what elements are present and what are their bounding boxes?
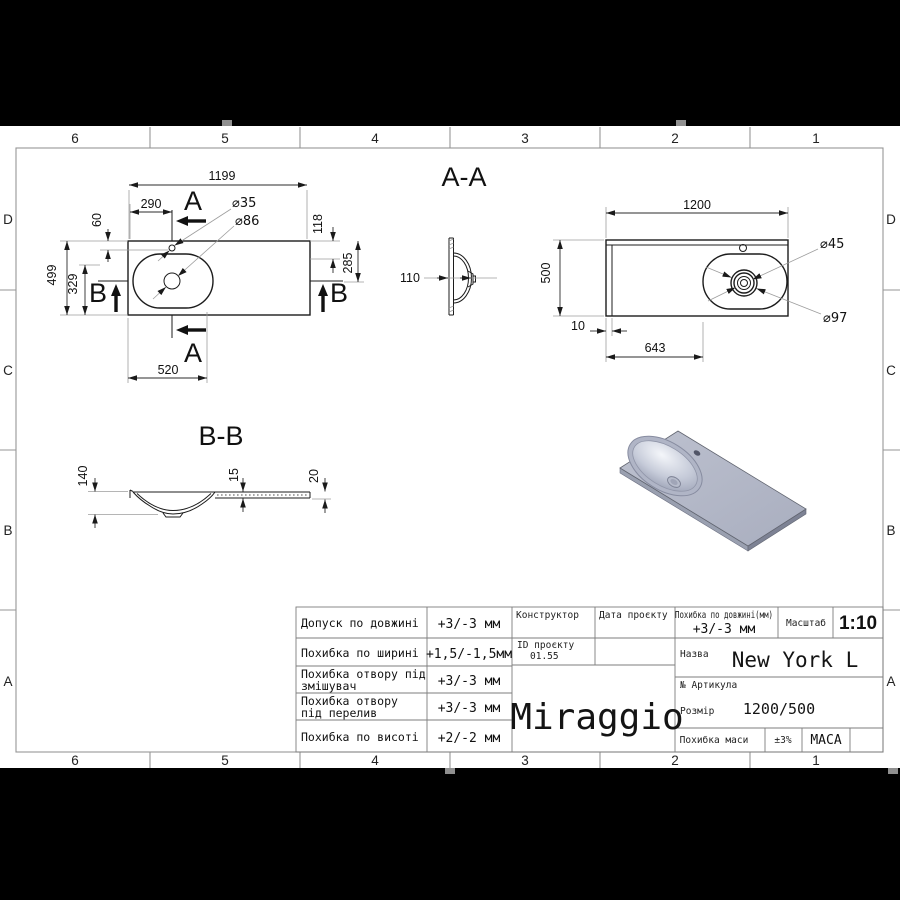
zone-row: D <box>886 212 896 227</box>
size-value: 1200/500 <box>742 700 816 718</box>
zone-col: 3 <box>521 753 529 768</box>
mass-tolerance-value: ±3% <box>774 735 792 746</box>
zone-col: 6 <box>71 131 79 146</box>
scale-value: 1:10 <box>838 613 878 634</box>
dim-1200: 1200 <box>683 198 711 212</box>
zone-col: 1 <box>812 131 820 146</box>
tol-label: Допуск по довжині <box>301 616 419 630</box>
bowl-outline <box>703 254 787 309</box>
zone-columns-top <box>71 131 820 146</box>
dim-118: 118 <box>311 214 325 234</box>
dim-110: 110 <box>400 271 420 285</box>
mass-tolerance-label: Похибка маси <box>679 735 749 746</box>
project-id-value: 01.55 <box>530 651 559 662</box>
dia-45: ⌀45 <box>820 237 845 252</box>
length-tolerance-label: Похибка по довжині(мм) <box>675 610 773 621</box>
designer-label: Конструктор <box>516 610 579 621</box>
front-view <box>539 198 847 362</box>
tol-value: +3/-3 мм <box>437 674 501 689</box>
title-block <box>296 607 883 752</box>
mass-label: МАСА <box>810 733 842 748</box>
tol-label: змішувач <box>301 679 357 693</box>
dim-290: 290 <box>140 197 162 211</box>
tol-value: +3/-3 мм <box>437 701 501 716</box>
dim-10: 10 <box>571 319 585 333</box>
dim-140: 140 <box>76 465 90 487</box>
section-aa-view <box>400 162 497 315</box>
bowl-outline <box>133 254 213 308</box>
tolerance-table <box>301 616 512 746</box>
project-id-label: ID проєкту <box>517 640 575 651</box>
section-a-marks <box>172 186 206 368</box>
zone-col: 4 <box>371 131 379 146</box>
dim-285: 285 <box>341 252 355 274</box>
model-name: New York L <box>731 648 859 672</box>
zone-col: 5 <box>221 753 229 768</box>
zone-col: 2 <box>671 131 679 146</box>
section-b-label-left: B <box>88 278 108 308</box>
render-3d <box>618 424 806 551</box>
section-a-label-bottom: A <box>183 338 203 368</box>
tol-value: +2/-2 мм <box>437 731 501 746</box>
scale-label: Масштаб <box>785 618 827 629</box>
zone-row: C <box>886 363 896 378</box>
dim-499: 499 <box>45 264 59 286</box>
drain-rings <box>731 270 757 296</box>
tol-label: під перелив <box>301 706 378 720</box>
drain-hole <box>164 273 180 289</box>
zone-row: B <box>886 523 896 538</box>
zone-col: 1 <box>812 753 820 768</box>
overflow-hole <box>740 245 747 252</box>
name-label: Назва <box>680 649 709 660</box>
section-b-label-right: B <box>329 278 349 308</box>
zone-col: 5 <box>221 131 229 146</box>
zone-col: 6 <box>71 753 79 768</box>
tol-label: Похибка по ширині <box>301 646 419 660</box>
zone-row: A <box>886 674 896 689</box>
zone-columns-bottom <box>71 753 820 768</box>
dia-86: ⌀86 <box>235 214 260 229</box>
section-bb-title: B-B <box>198 421 244 451</box>
dim-500: 500 <box>539 262 553 284</box>
section-aa-title: A-A <box>441 162 487 192</box>
plan-view <box>45 169 364 383</box>
tol-label: Похибка отвору під <box>301 667 426 681</box>
section-bb-view <box>76 421 331 528</box>
tol-label: Похибка по висоті <box>301 730 419 744</box>
faucet-hole <box>169 245 175 251</box>
zone-row: C <box>3 363 13 378</box>
zone-row: B <box>3 523 13 538</box>
dim-1199: 1199 <box>208 169 236 183</box>
dia-35: ⌀35 <box>232 196 257 211</box>
dim-329: 329 <box>66 273 80 295</box>
tol-label: Похибка отвору <box>301 694 398 708</box>
project-date-label: Дата проєкту <box>599 610 668 621</box>
dim-643: 643 <box>644 341 666 355</box>
tol-value: +1,5/-1,5мм <box>425 647 513 662</box>
size-label: Розмір <box>680 706 715 717</box>
section-a-label-top: A <box>183 186 203 216</box>
dia-97: ⌀97 <box>823 311 848 326</box>
zone-col: 3 <box>521 131 529 146</box>
zone-col: 2 <box>671 753 679 768</box>
zone-row: A <box>3 674 13 689</box>
zone-row: D <box>3 212 13 227</box>
brand-logo: Miraggio <box>510 697 684 738</box>
dim-20: 20 <box>307 469 321 483</box>
dim-15: 15 <box>227 468 241 482</box>
tol-value: +3/-3 мм <box>437 617 501 632</box>
zone-col: 4 <box>371 753 379 768</box>
article-label: № Артикула <box>680 680 738 691</box>
dim-520: 520 <box>157 363 179 377</box>
dim-60: 60 <box>90 213 104 227</box>
length-tolerance-value: +3/-3 мм <box>692 622 756 637</box>
